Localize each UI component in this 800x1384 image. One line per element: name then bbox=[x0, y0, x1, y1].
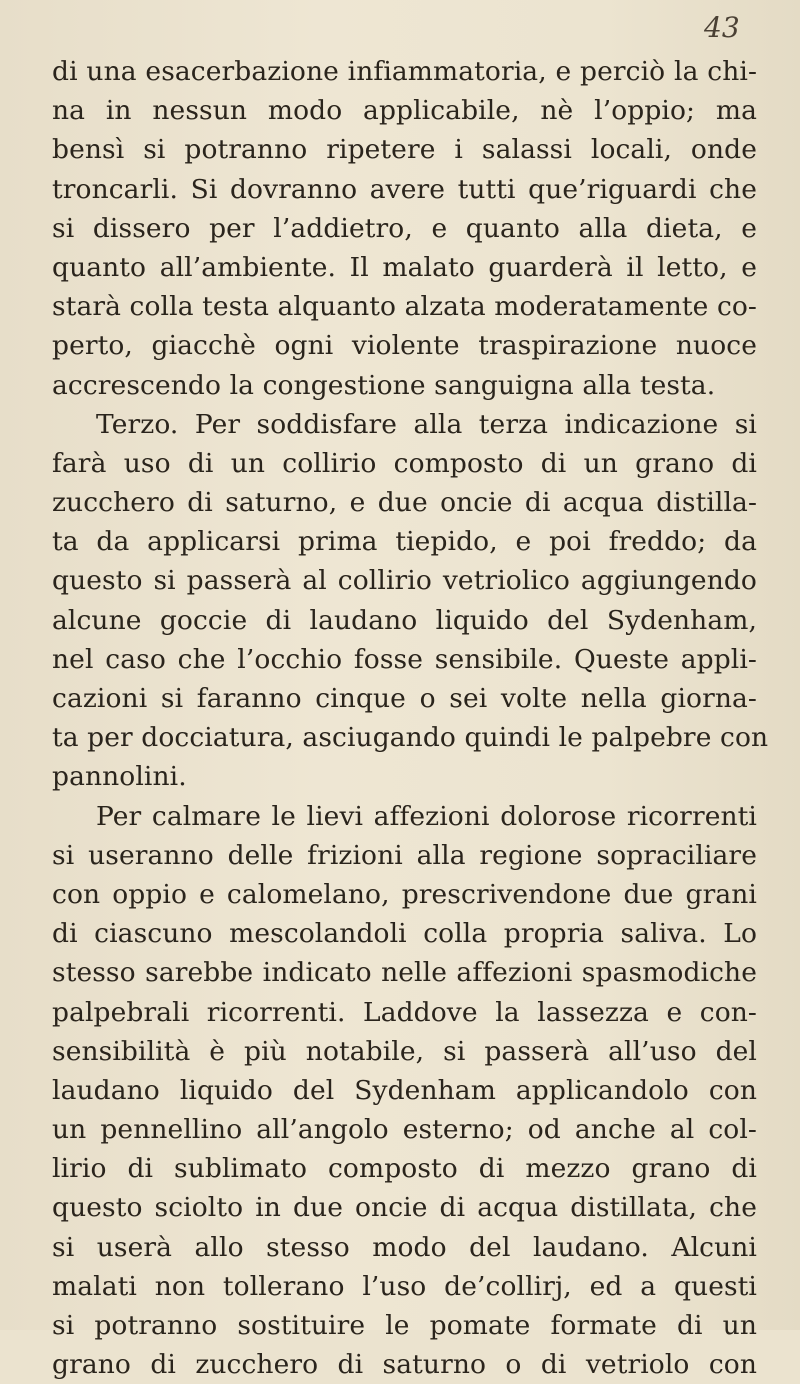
text-line: palpebrali ricorrenti. Laddove la lassezza e con- bbox=[52, 996, 757, 1028]
text-line: laudano liquido del Sydenham applicandolo con bbox=[52, 1074, 757, 1106]
text-line: cazioni si faranno cinque o sei volte nella giorna- bbox=[52, 683, 757, 714]
text-line: di una esacerbazione infiammatoria, e perciò la chi- bbox=[52, 56, 757, 87]
text-line: malati non tollerano l’uso de’collirj, ed a questi bbox=[52, 1270, 757, 1302]
text-line: questo sciolto in due oncie di acqua distillata, che bbox=[52, 1192, 757, 1224]
text-line: bensì si potranno ripetere i salassi locali, onde bbox=[52, 134, 757, 166]
text-line: sensibilità è più notabile, si passerà all’uso del bbox=[52, 1035, 757, 1067]
text-line: quanto all’ambiente. Il malato guarderà il letto, e bbox=[52, 251, 757, 283]
text-line: alcune goccie di laudano liquido del Sydenham, bbox=[52, 604, 757, 636]
text-line: lirio di sublimato composto di mezzo grano di bbox=[52, 1153, 757, 1185]
paragraph-start-line: Terzo. Per soddisfare alla terza indicazione si bbox=[96, 408, 757, 440]
text-line: accrescendo la congestione sanguigna alla testa. bbox=[52, 369, 716, 401]
text-line: si dissero per l’addietro, e quanto alla dieta, e bbox=[52, 212, 757, 244]
text-line: si useranno delle frizioni alla regione sopraciliare bbox=[52, 839, 757, 871]
text-line: di ciascuno mescolandoli colla propria saliva. Lo bbox=[52, 918, 757, 950]
text-line: perto, giacchè ogni violente traspirazione nuoce bbox=[52, 330, 757, 362]
text-line: farà uso di un collirio composto di un grano di bbox=[52, 447, 757, 479]
text-line: questo si passerà al collirio vetriolico aggiungendo bbox=[52, 565, 757, 597]
body-text bbox=[52, 52, 769, 1384]
text-line: ta per docciatura, asciugando quindi le palpebre con bbox=[52, 722, 769, 754]
text-line: nel caso che l’occhio fosse sensibile. Queste appli- bbox=[52, 643, 757, 675]
text-line: grano di zucchero di saturno o di vetriolo con bbox=[52, 1349, 757, 1381]
page-number: 43 bbox=[704, 11, 740, 44]
text-line: si potranno sostituire le pomate formate di un bbox=[52, 1310, 757, 1341]
paragraph-start-line: Per calmare le lievi affezioni dolorose ricorrenti bbox=[96, 800, 757, 832]
text-line: pannolini. bbox=[52, 761, 187, 793]
text-line: con oppio e calomelano, prescrivendone due grani bbox=[52, 878, 757, 910]
text-line: starà colla testa alquanto alzata moderatamente co- bbox=[52, 291, 757, 323]
text-line: stesso sarebbe indicato nelle affezioni spasmodiche bbox=[52, 957, 757, 989]
text-line: na in nessun modo applicabile, nè l’oppio; ma bbox=[52, 95, 757, 127]
text-line: ta da applicarsi prima tiepido, e poi freddo; da bbox=[52, 526, 757, 558]
text-line: un pennellino all’angolo esterno; od anche al col- bbox=[52, 1114, 757, 1146]
text-line: troncarli. Si dovranno avere tutti que’riguardi che bbox=[52, 173, 757, 205]
text-line: zucchero di saturno, e due oncie di acqua distilla- bbox=[52, 487, 757, 519]
text-line: si userà allo stesso modo del laudano. Alcuni bbox=[52, 1231, 757, 1263]
